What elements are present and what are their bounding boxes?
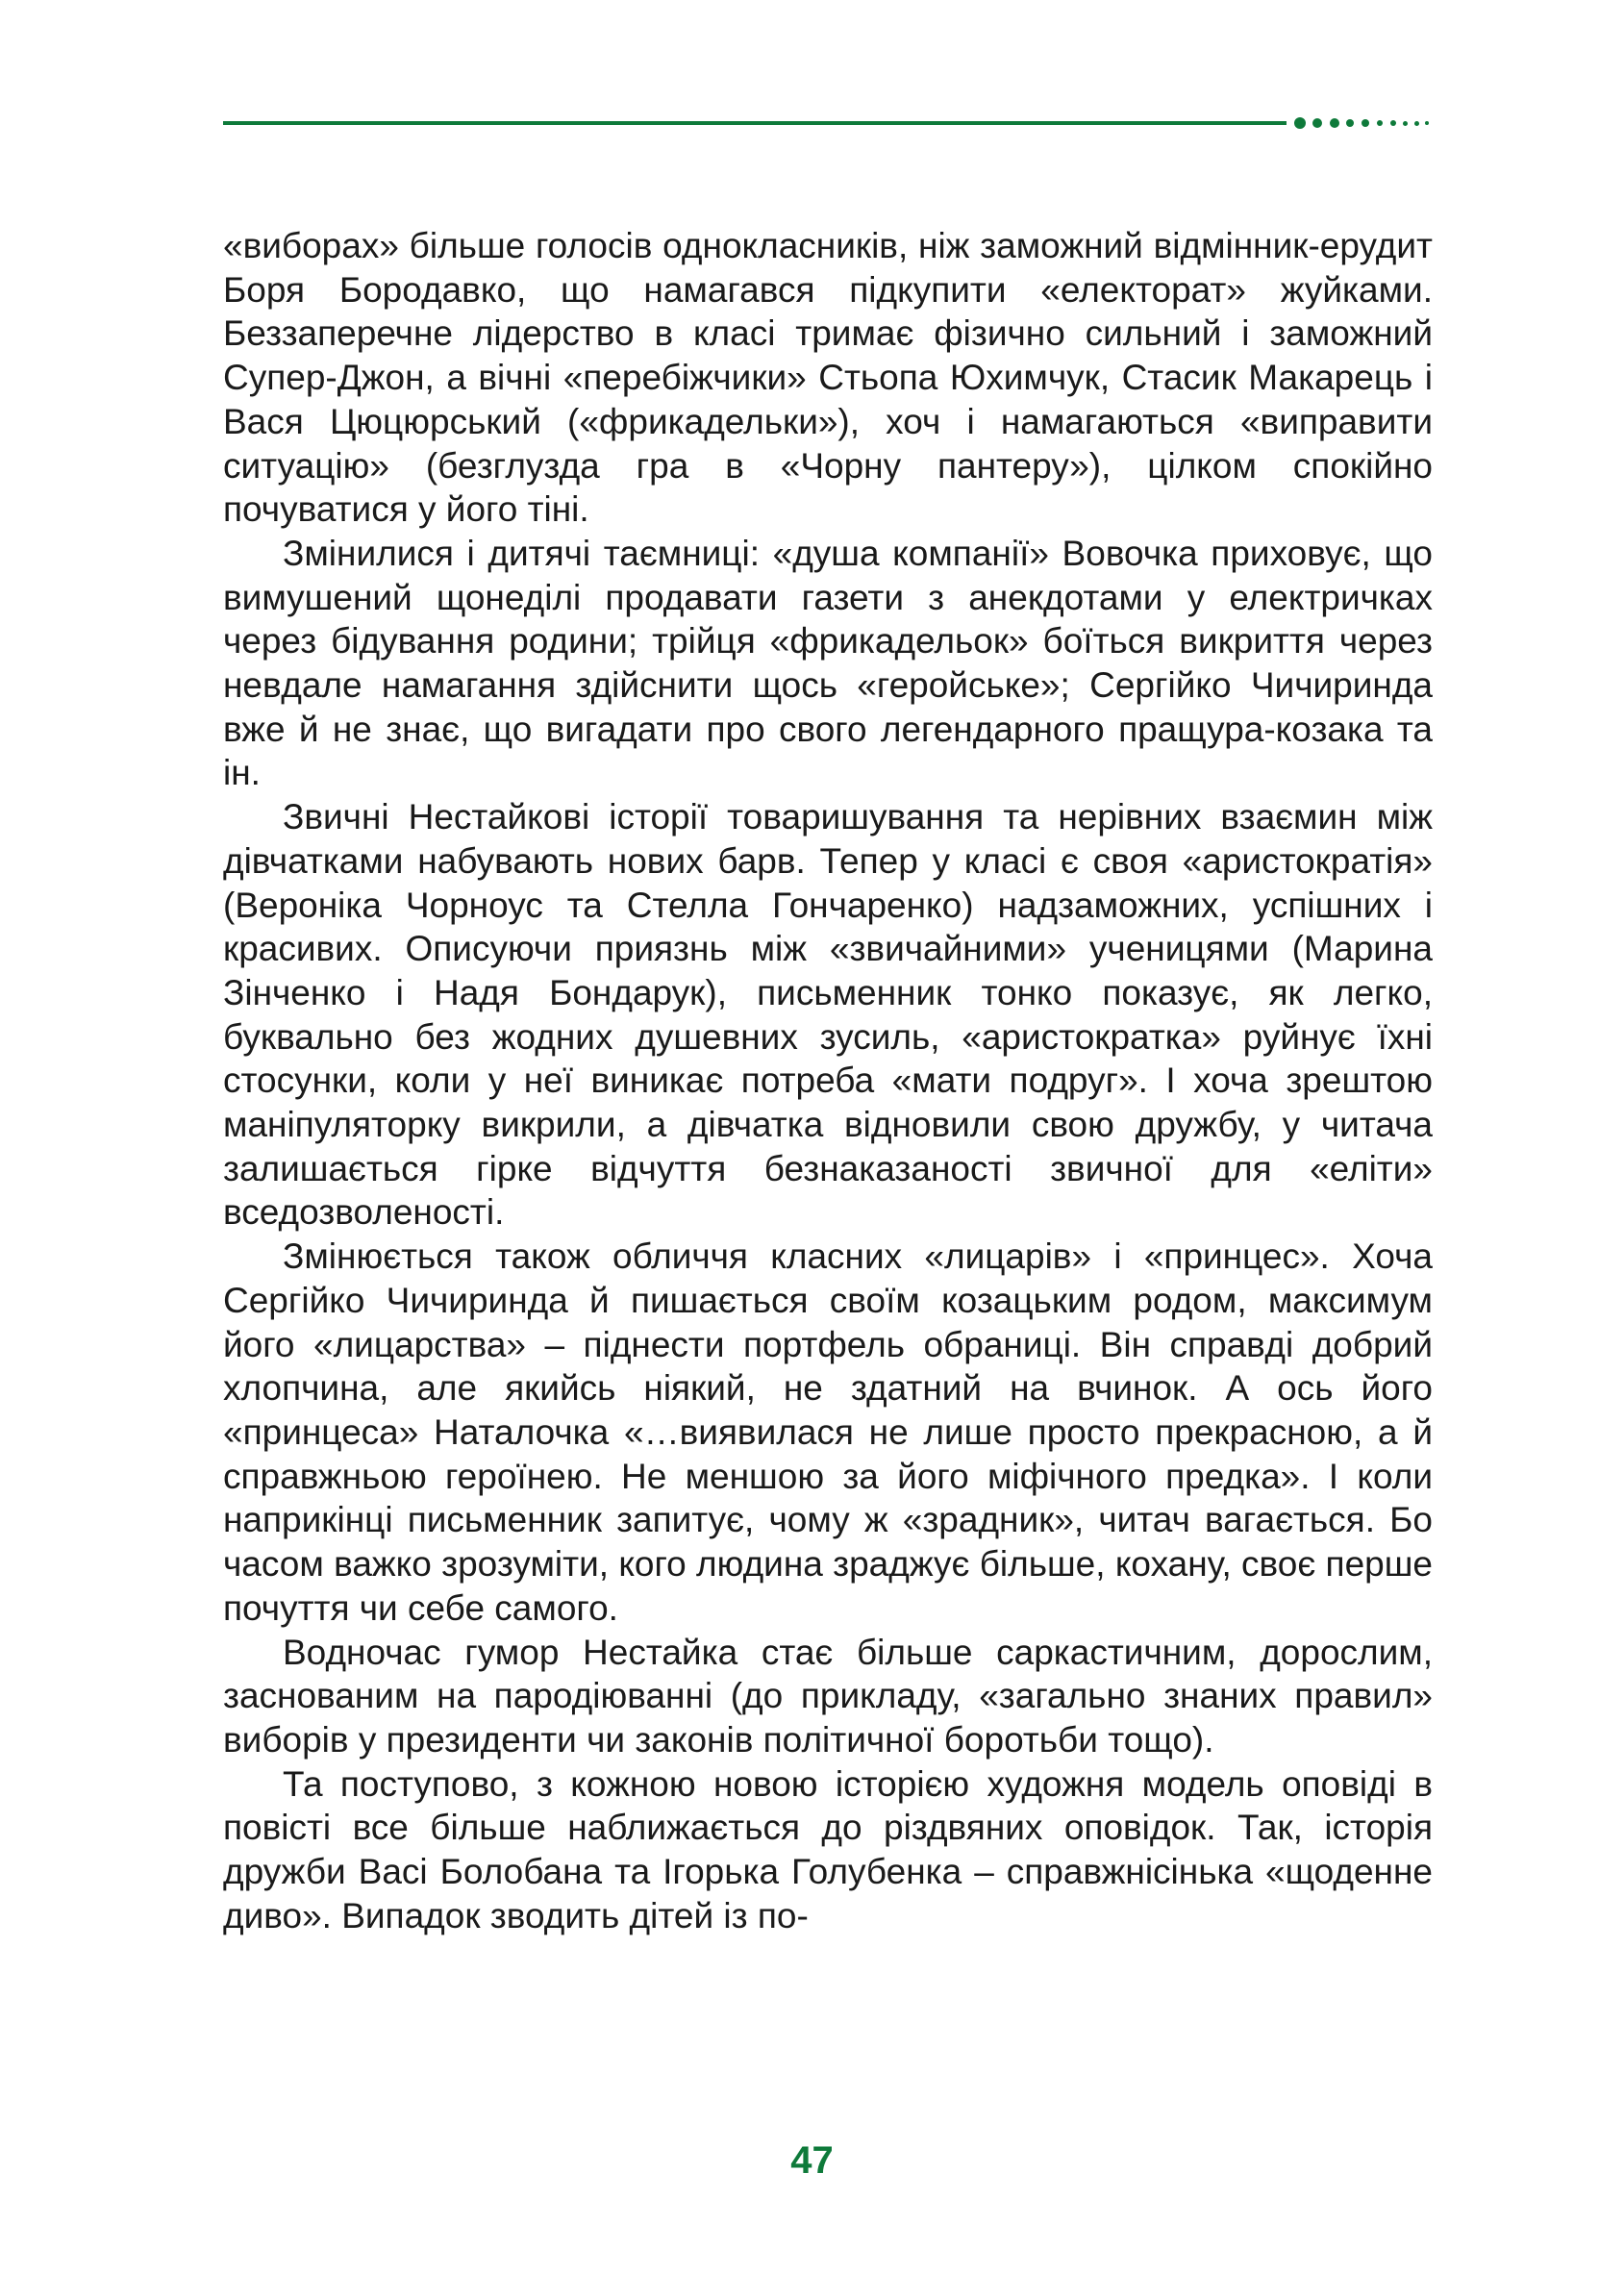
paragraph: Змінюється також обличчя класних «лицарів» і «принцес». Хоча Сергійко Чичиринда й пишається своїм козацьким родом, максимум його «лицарства» – піднести портфель обраниці. Він справді добрий хлопчина, але якийсь ніякий, не здатний на вчинок. А ось його «принцеса» Наталочка «…виявилася не лише просто прекрасною, а й справжньою героїнею. Не меншою за його міфічного предка». І коли наприкінці письменник запитує, чому ж «зрадник», читач вагається. Бо часом важко зрозуміти, кого людина зраджує більше, кохану, своє перше почуття чи себе самого. xyxy=(223,1236,1433,1628)
paragraph-continuation: «виборах» більше голосів однокласників, ніж заможний відмінник-ерудит Боря Бородавко, що намагався підкупити «електорат» жуйками. Беззаперечне лідерство в класі тримає фізично сильний і заможний Супер-Джон, а вічні «перебіжчики» Стьопа Юхимчук, Стасик Макарець і Вася Цюцюрський («фрикадельки»), хоч і намагаються «виправити ситуацію» (безглузда гра в «Чорну пантеру»), цілком спокійно почуватися у його тіні. xyxy=(223,226,1433,530)
paragraph: Водночас гумор Нестайка стає більше саркастичним, дорослим, заснованим на пародіюванні (до прикладу, «загально знаних правил» виборів у президенти чи законів політичної боротьби тощо). xyxy=(223,1632,1433,1760)
header-rule xyxy=(223,121,1287,125)
page-number: 47 xyxy=(790,2139,834,2182)
paragraph: Змінилися і дитячі таємниці: «душа компанії» Вовочка приховує, що вимушений щонеділі продавати газети з анекдотами у електричках через бідування родини; трійця «фрикадельок» боїться викриття через невдале намагання здійснити щось «геройське»; Сергійко Чичиринда вже й не знає, що вигадати про свого легендарного пращура-козака та ін. xyxy=(223,533,1433,793)
paragraph: Звичні Нестайкові історії товаришування та нерівних взаємин між дівчатками набувають нових барв. Тепер у класі є своя «аристократія» (Вероніка Чорноус та Стелла Гончаренко) надзаможних, успішних і красивих. Описуючи приязнь між «звичайними» ученицями (Марина Зінченко і Надя Бондарук), письменник тонко показує, як легко, буквально без жодних душевних зусиль, «аристократка» руйнує їхні стосунки, коли у неї виникає потреба «мати подруг». І хоча зрештою маніпуляторку викрили, а дівчатка відновили свою дружбу, у читача залишається гірке відчуття безнаказаності звичної для «еліти» вседозволеності. xyxy=(223,797,1433,1233)
page-body xyxy=(223,224,1433,1937)
paragraph: Та поступово, з кожною новою історією художня модель оповіді в повісті все більше наближається до різдвяних оповідок. Так, історія дружби Васі Болобана та Ігорька Голубенка – справжнісінька «щоденне диво». Випадок зводить дітей із по- xyxy=(223,1763,1433,1935)
